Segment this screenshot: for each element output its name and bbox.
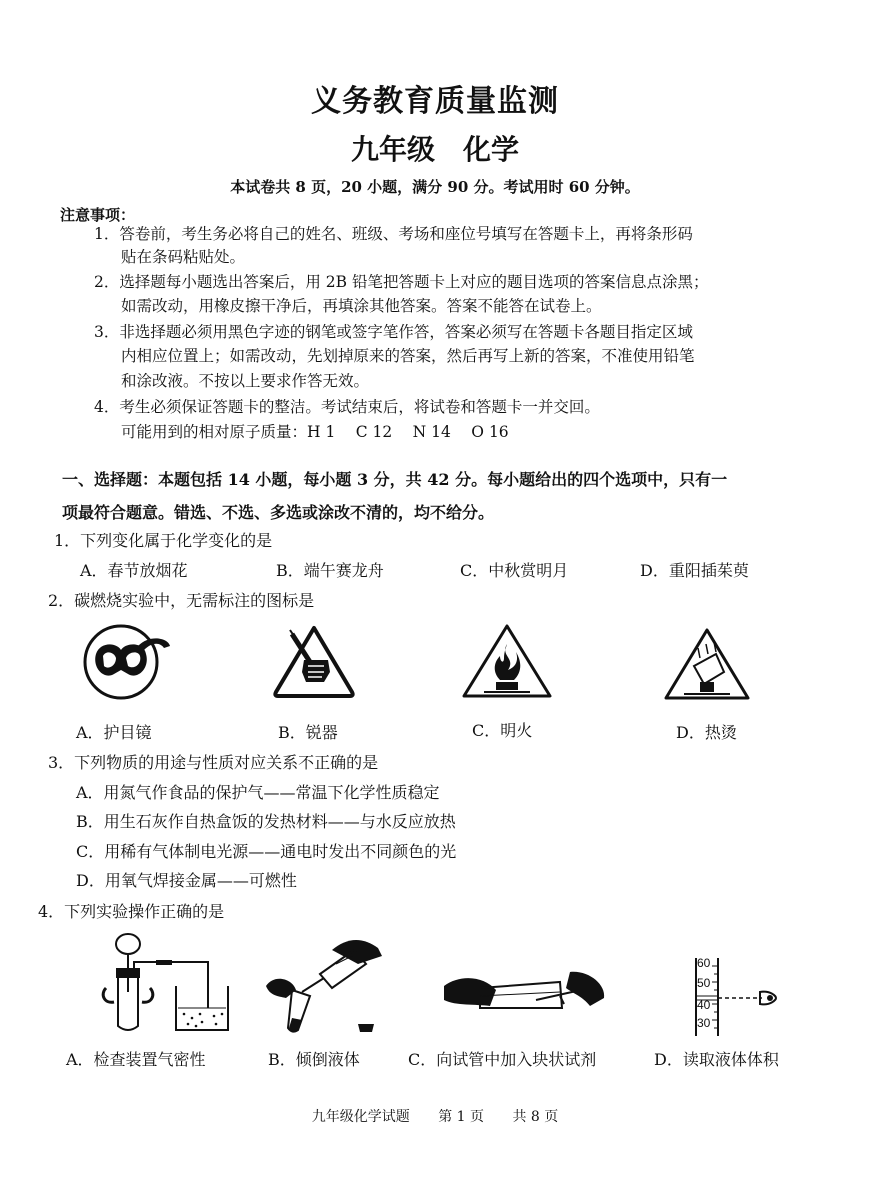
q4-option-a: A．检查装置气密性 [66,1050,206,1069]
cylinder-tick-30: 30 [697,1016,711,1030]
notice-line: 如需改动，用橡皮擦干净后，再填涂其他答案。答案不能答在试卷上。 [121,297,602,315]
q3-option-d: D．用氧气焊接金属——可燃性 [76,871,297,890]
q3-option-a: A．用氮气作食品的保护气——常温下化学性质稳定 [76,783,440,802]
adding-solid-illustration [440,966,610,1026]
q4-option-c: C．向试管中加入块状试剂 [408,1050,597,1069]
hot-surface-icon [664,626,750,702]
sharp-object-icon [272,622,356,698]
q1-option-b: B．端午赛龙舟 [276,561,384,580]
question-1-stem: 1．下列变化属于化学变化的是 [54,531,273,550]
notice-heading: 注意事项： [60,206,136,224]
pouring-liquid-illustration [262,934,388,1034]
notice-line: 4．考生必须保证答题卡的整洁。考试结束后，将试卷和答题卡一并交回。 [94,398,600,416]
notice-line: 和涂改液。不按以上要求作答无效。 [121,372,370,390]
question-3-stem: 3．下列物质的用途与性质对应关系不正确的是 [48,753,379,772]
q4-option-b: B．倾倒液体 [268,1050,360,1069]
cylinder-tick-60: 60 [697,956,711,970]
goggles-icon [78,624,178,700]
q1-option-d: D．重阳插茱萸 [640,561,749,580]
question-4-stem: 4．下列实验操作正确的是 [38,902,225,921]
notice-line: 贴在条码粘贴处。 [121,248,246,266]
exam-info: 本试卷共 8 页，20 小题，满分 90 分。考试用时 60 分钟。 [230,178,640,196]
q2-option-d: D．热烫 [676,723,737,742]
cylinder-tick-40: 40 [697,998,711,1012]
atomic-mass-line: 可能用到的相对原子质量：H 1 C 12 N 14 O 16 [121,423,509,441]
q1-option-c: C．中秋赏明月 [460,561,569,580]
notice-line: 1．答卷前，考生务必将自己的姓名、班级、考场和座位号填写在答题卡上，再将条形码 [94,225,693,243]
q4-option-d: D．读取液体体积 [654,1050,779,1069]
q1-option-a: A．春节放烟花 [80,561,188,580]
notice-line: 3．非选择题必须用黑色字迹的钢笔或签字笔作答，答案必须写在答题卡各题目指定区域 [94,323,693,341]
notice-line: 内相应位置上；如需改动，先划掉原来的答案，然后再写上新的答案，不准使用铅笔 [121,347,695,365]
footer-exam-name: 九年级化学试题 [311,1109,410,1125]
exam-subtitle: 九年级 化学 [350,133,519,166]
q3-option-b: B．用生石灰作自热盒饭的发热材料——与水反应放热 [76,812,456,831]
q2-option-a: A．护目镜 [76,723,152,742]
q2-option-b: B．锐器 [278,723,338,742]
footer-page-number: 第 1 页 [438,1109,484,1125]
open-flame-icon [460,622,554,700]
question-2-stem: 2．碳燃烧实验中，无需标注的图标是 [48,591,315,610]
section-heading-cont: 项最符合题意。错选、不选、多选或涂改不清的，均不给分。 [62,503,495,522]
cylinder-tick-50: 50 [697,976,711,990]
airtightness-apparatus-illustration [98,930,234,1034]
page-footer [0,1106,870,1126]
section-heading: 一、选择题：本题包括 14 小题，每小题 3 分，共 42 分。每小题给出的四个选项中，只有一 [62,470,728,489]
q3-option-c: C．用稀有气体制电光源——通电时发出不同颜色的光 [76,842,457,861]
notice-line: 2．选择题每小题选出答案后，用 2B 铅笔把答题卡上对应的题目选项的答案信息点涂黑； [94,273,709,291]
footer-total-pages: 共 8 页 [512,1109,559,1125]
q2-option-c: C．明火 [472,721,533,740]
exam-title: 义务教育质量监测 [311,84,559,119]
